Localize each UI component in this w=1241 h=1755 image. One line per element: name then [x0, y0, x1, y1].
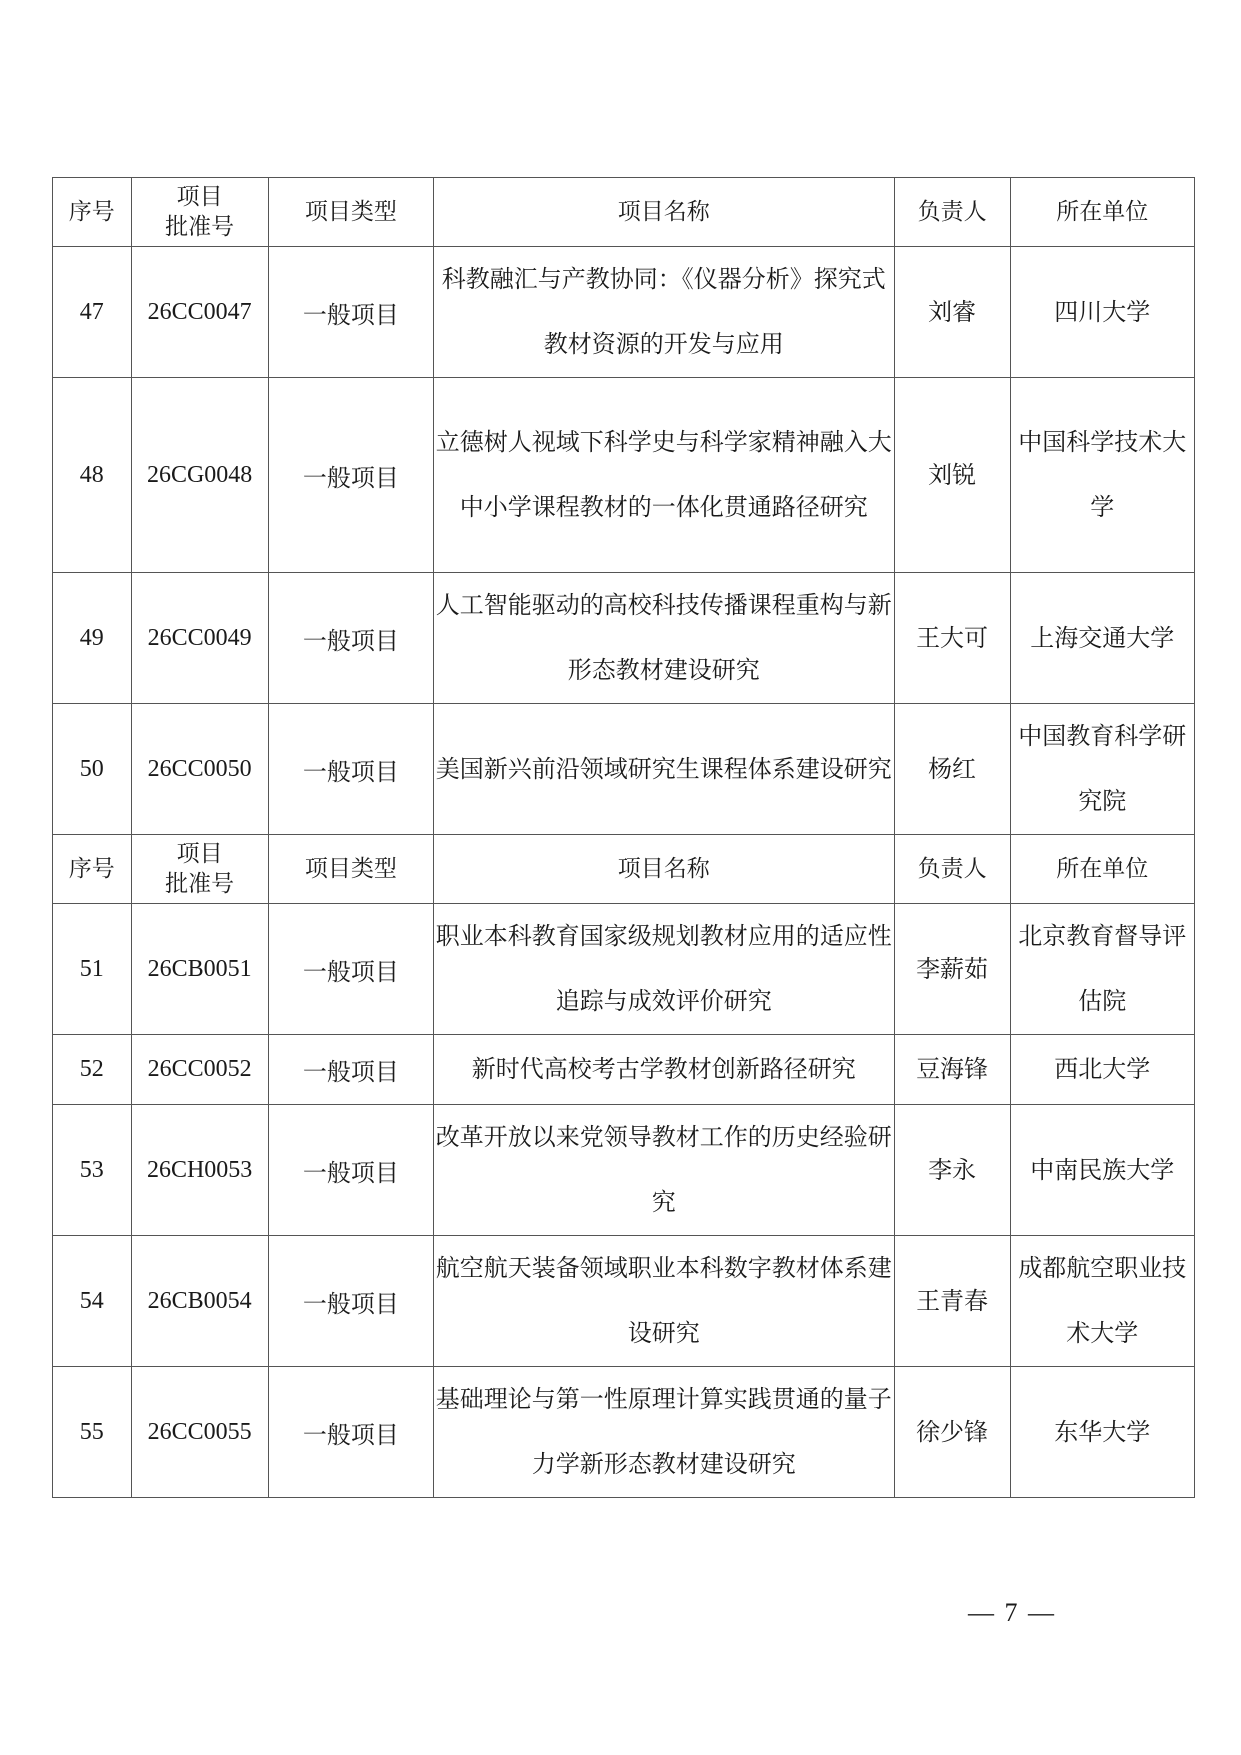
table-row	[53, 1105, 1195, 1236]
row-lead: 豆海锋	[894, 1035, 1010, 1105]
row-code: 26CB0051	[131, 904, 268, 1035]
row-seq: 53	[53, 1105, 132, 1236]
row-type: 一般项目	[268, 247, 433, 378]
table-row	[53, 704, 1195, 835]
row-type: 一般项目	[268, 1035, 433, 1105]
row-lead: 李薪茹	[894, 904, 1010, 1035]
row-name: 职业本科教育国家级规划教材应用的适应性追踪与成效评价研究	[433, 904, 894, 1035]
header-code: 项目 批准号	[131, 178, 268, 247]
row-lead: 杨红	[894, 704, 1010, 835]
row-name: 科教融汇与产教协同：《仪器分析》探究式教材资源的开发与应用	[433, 247, 894, 378]
header-type: 项目类型	[268, 178, 433, 247]
row-code: 26CC0052	[131, 1035, 268, 1105]
table-header-row	[53, 178, 1195, 247]
row-type: 一般项目	[268, 1236, 433, 1367]
header-seq: 序号	[53, 178, 132, 247]
table-row	[53, 1035, 1195, 1105]
row-unit: 中南民族大学	[1010, 1105, 1194, 1236]
row-seq: 49	[53, 573, 132, 704]
row-lead: 徐少锋	[894, 1367, 1010, 1498]
row-unit: 中国科学技术大学	[1010, 378, 1194, 573]
row-name: 美国新兴前沿领域研究生课程体系建设研究	[433, 704, 894, 835]
row-seq: 50	[53, 704, 132, 835]
row-code: 26CG0048	[131, 378, 268, 573]
row-lead: 刘锐	[894, 378, 1010, 573]
table-row	[53, 1367, 1195, 1498]
row-code: 26CC0049	[131, 573, 268, 704]
row-name: 新时代高校考古学教材创新路径研究	[433, 1035, 894, 1105]
header-lead: 负责人	[894, 835, 1010, 904]
row-name: 航空航天装备领域职业本科数字教材体系建设研究	[433, 1236, 894, 1367]
row-seq: 48	[53, 378, 132, 573]
row-code: 26CB0054	[131, 1236, 268, 1367]
row-unit: 上海交通大学	[1010, 573, 1194, 704]
row-code: 26CH0053	[131, 1105, 268, 1236]
row-name: 改革开放以来党领导教材工作的历史经验研究	[433, 1105, 894, 1236]
header-code: 项目 批准号	[131, 835, 268, 904]
table-row	[53, 573, 1195, 704]
row-unit: 西北大学	[1010, 1035, 1194, 1105]
row-type: 一般项目	[268, 573, 433, 704]
row-seq: 47	[53, 247, 132, 378]
header-unit: 所在单位	[1010, 178, 1194, 247]
row-type: 一般项目	[268, 704, 433, 835]
row-lead: 王青春	[894, 1236, 1010, 1367]
row-name: 立德树人视域下科学史与科学家精神融入大中小学课程教材的一体化贯通路径研究	[433, 378, 894, 573]
header-seq: 序号	[53, 835, 132, 904]
row-lead: 王大可	[894, 573, 1010, 704]
table-header-row	[53, 835, 1195, 904]
header-unit: 所在单位	[1010, 835, 1194, 904]
row-type: 一般项目	[268, 904, 433, 1035]
row-seq: 51	[53, 904, 132, 1035]
table-row	[53, 1236, 1195, 1367]
row-seq: 55	[53, 1367, 132, 1498]
row-lead: 李永	[894, 1105, 1010, 1236]
row-name: 基础理论与第一性原理计算实践贯通的量子力学新形态教材建设研究	[433, 1367, 894, 1498]
row-code: 26CC0047	[131, 247, 268, 378]
row-type: 一般项目	[268, 1367, 433, 1498]
table-row	[53, 904, 1195, 1035]
header-name: 项目名称	[433, 178, 894, 247]
row-code: 26CC0050	[131, 704, 268, 835]
row-unit: 四川大学	[1010, 247, 1194, 378]
row-unit: 成都航空职业技术大学	[1010, 1236, 1194, 1367]
row-unit: 北京教育督导评估院	[1010, 904, 1194, 1035]
page-number: — 7 —	[968, 1598, 1056, 1627]
row-type: 一般项目	[268, 378, 433, 573]
project-table	[52, 177, 1195, 1498]
row-seq: 54	[53, 1236, 132, 1367]
row-unit: 中国教育科学研究院	[1010, 704, 1194, 835]
row-lead: 刘睿	[894, 247, 1010, 378]
row-type: 一般项目	[268, 1105, 433, 1236]
row-seq: 52	[53, 1035, 132, 1105]
row-code: 26CC0055	[131, 1367, 268, 1498]
table-row	[53, 378, 1195, 573]
table-row	[53, 247, 1195, 378]
header-lead: 负责人	[894, 178, 1010, 247]
row-name: 人工智能驱动的高校科技传播课程重构与新形态教材建设研究	[433, 573, 894, 704]
header-name: 项目名称	[433, 835, 894, 904]
row-unit: 东华大学	[1010, 1367, 1194, 1498]
header-type: 项目类型	[268, 835, 433, 904]
